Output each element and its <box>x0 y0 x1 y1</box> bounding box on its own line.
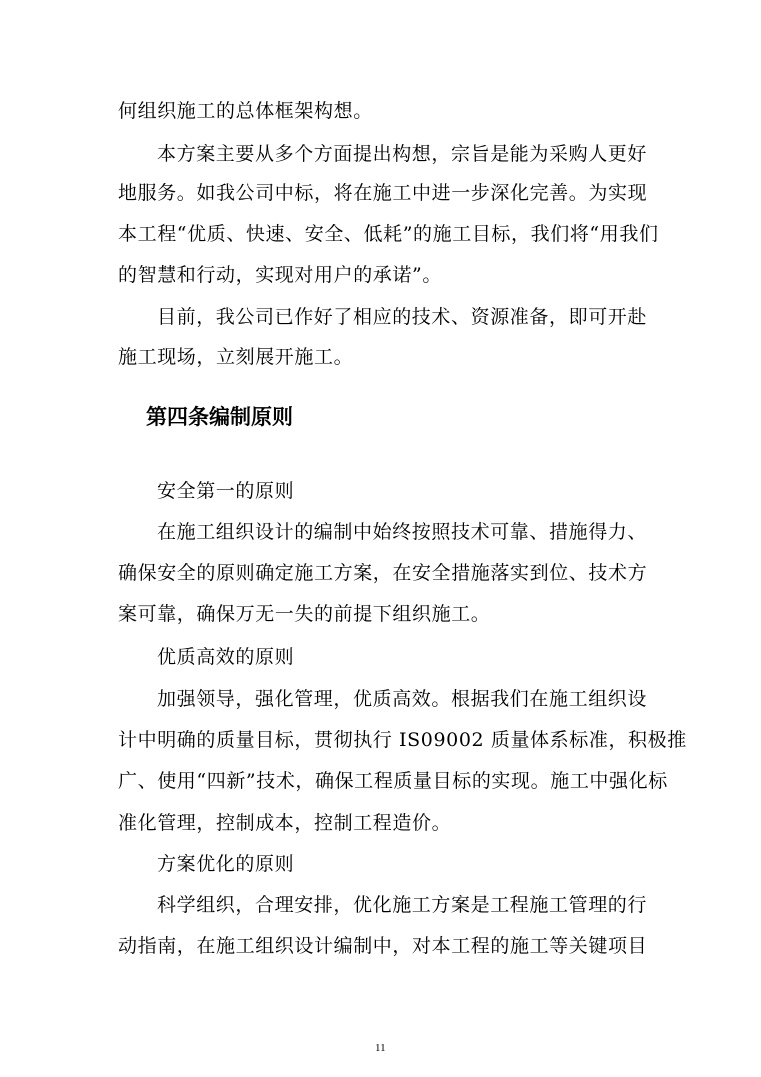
body-line: 准化管理，控制成本，控制工程造价。 <box>118 812 452 834</box>
body-line: 地服务。如我公司中标，将在施工中进一步深化完善。为实现 <box>118 182 648 204</box>
body-line: 加强领导，强化管理，优质高效。根据我们在施工组织设 <box>157 688 648 710</box>
body-line: 目前，我公司已作好了相应的技术、资源准备，即可开赴 <box>157 306 648 328</box>
subheading-line: 安全第一的原则 <box>157 480 295 502</box>
page-number: 11 <box>375 1042 386 1054</box>
body-line: 本方案主要从多个方面提出构想，宗旨是能为采购人更好 <box>157 143 648 165</box>
subheading-line: 优质高效的原则 <box>157 646 295 668</box>
body-line: 计中明确的质量目标，贯彻执行 IS09002 质量体系标准，积极推 <box>118 729 687 751</box>
body-line: 确保安全的原则确定施工方案，在安全措施落实到位、技术方 <box>118 562 648 584</box>
body-line: 科学组织，合理安排，优化施工方案是工程施工管理的行 <box>157 894 648 916</box>
section-heading: 第四条编制原则 <box>146 405 293 429</box>
subheading-line: 方案优化的原则 <box>157 853 295 875</box>
body-line: 本工程“优质、快速、安全、低耗”的施工目标，我们将“用我们 <box>118 223 659 245</box>
body-line: 广、使用“四新”技术，确保工程质量目标的实现。施工中强化标 <box>118 770 668 792</box>
body-line: 的智慧和行动，实现对用户的承诺”。 <box>118 264 442 286</box>
body-line: 在施工组织设计的编制中始终按照技术可靠、措施得力、 <box>157 521 648 543</box>
body-line: 何组织施工的总体框架构想。 <box>118 100 373 122</box>
body-line: 案可靠，确保万无一失的前提下组织施工。 <box>118 603 491 625</box>
body-line: 动指南，在施工组织设计编制中，对本工程的施工等关键项目 <box>118 935 648 957</box>
body-line: 施工现场，立刻展开施工。 <box>118 346 354 368</box>
